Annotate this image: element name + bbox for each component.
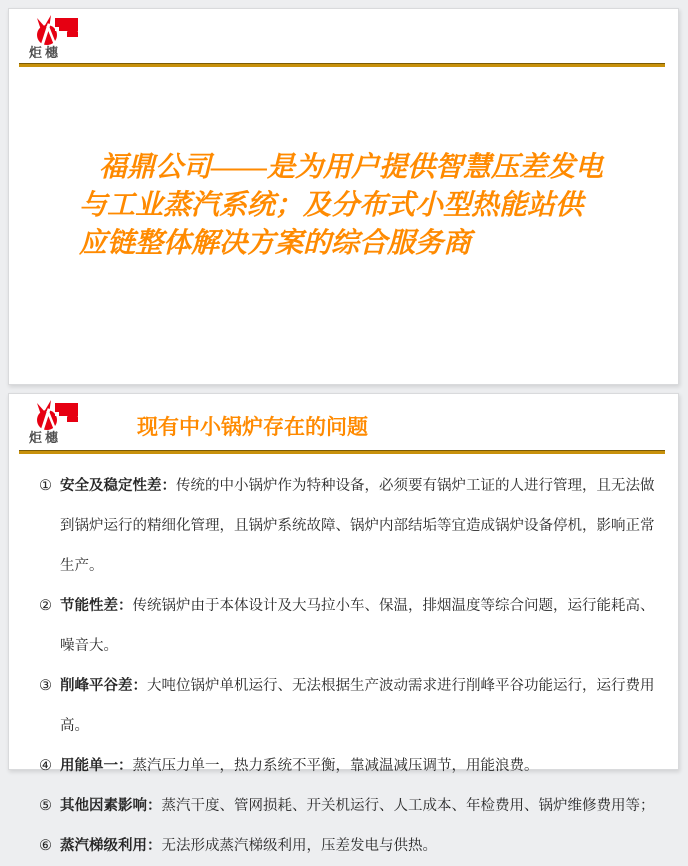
item-number: ④ xyxy=(39,758,52,774)
item-text: 传统锅炉由于本体设计及大马拉小车、保温，排烟温度等综合问题，运行能耗高、噪音大。 xyxy=(60,598,655,654)
company-logo-icon xyxy=(34,15,80,45)
headline-line: 福鼎公司——是为用户提供智慧压差发电 xyxy=(99,152,604,183)
problem-list xyxy=(39,466,658,866)
company-logo xyxy=(29,15,99,60)
slide-2 xyxy=(8,393,679,854)
item-label: 其他因素影响： xyxy=(60,798,162,814)
item-number: ⑤ xyxy=(39,798,52,814)
company-logo xyxy=(29,400,99,445)
item-label: 削峰平谷差： xyxy=(60,678,147,694)
list-item xyxy=(39,586,658,666)
gold-divider xyxy=(19,63,665,67)
item-number: ⑥ xyxy=(39,838,52,854)
item-number: ② xyxy=(39,598,52,614)
item-number: ③ xyxy=(39,678,52,694)
list-item xyxy=(39,826,658,866)
headline-line: 应链整体解决方案的综合服务商 xyxy=(79,228,472,259)
headline xyxy=(79,149,627,263)
item-text: 蒸汽干度、管网损耗、开关机运行、人工成本、年检费用、锅炉维修费用等； xyxy=(161,798,655,814)
item-label: 节能性差： xyxy=(60,598,133,614)
item-text: 蒸汽压力单一，热力系统不平衡，靠减温减压调节，用能浪费。 xyxy=(132,758,539,774)
list-item xyxy=(39,466,658,586)
slide-title: 现有中小锅炉存在的问题 xyxy=(137,416,368,439)
item-text: 大吨位锅炉单机运行、无法根据生产波动需求进行削峰平谷功能运行，运行费用高。 xyxy=(60,678,655,734)
gold-divider xyxy=(19,450,665,454)
logo-text: 炬橞 xyxy=(29,45,62,60)
item-text: 传统的中小锅炉作为特种设备，必须要有锅炉工证的人进行管理，且无法做到锅炉运行的精细化管理，且锅炉系统故障、锅炉内部结垢等宜造成锅炉设备停机，影响正常生产。 xyxy=(60,478,655,574)
item-label: 安全及稳定性差： xyxy=(60,478,176,494)
list-item xyxy=(39,746,658,786)
slide-1 xyxy=(8,8,679,385)
list-item xyxy=(39,786,658,826)
item-text: 无法形成蒸汽梯级利用，压差发电与供热。 xyxy=(161,838,437,854)
item-label: 用能单一： xyxy=(60,758,133,774)
headline-line: 与工业蒸汽系统；及分布式小型热能站供 xyxy=(79,190,584,221)
item-number: ① xyxy=(39,478,52,494)
list-item xyxy=(39,666,658,746)
company-logo-icon xyxy=(34,400,80,430)
logo-text: 炬橞 xyxy=(29,430,62,445)
item-label: 蒸汽梯级利用： xyxy=(60,838,162,854)
